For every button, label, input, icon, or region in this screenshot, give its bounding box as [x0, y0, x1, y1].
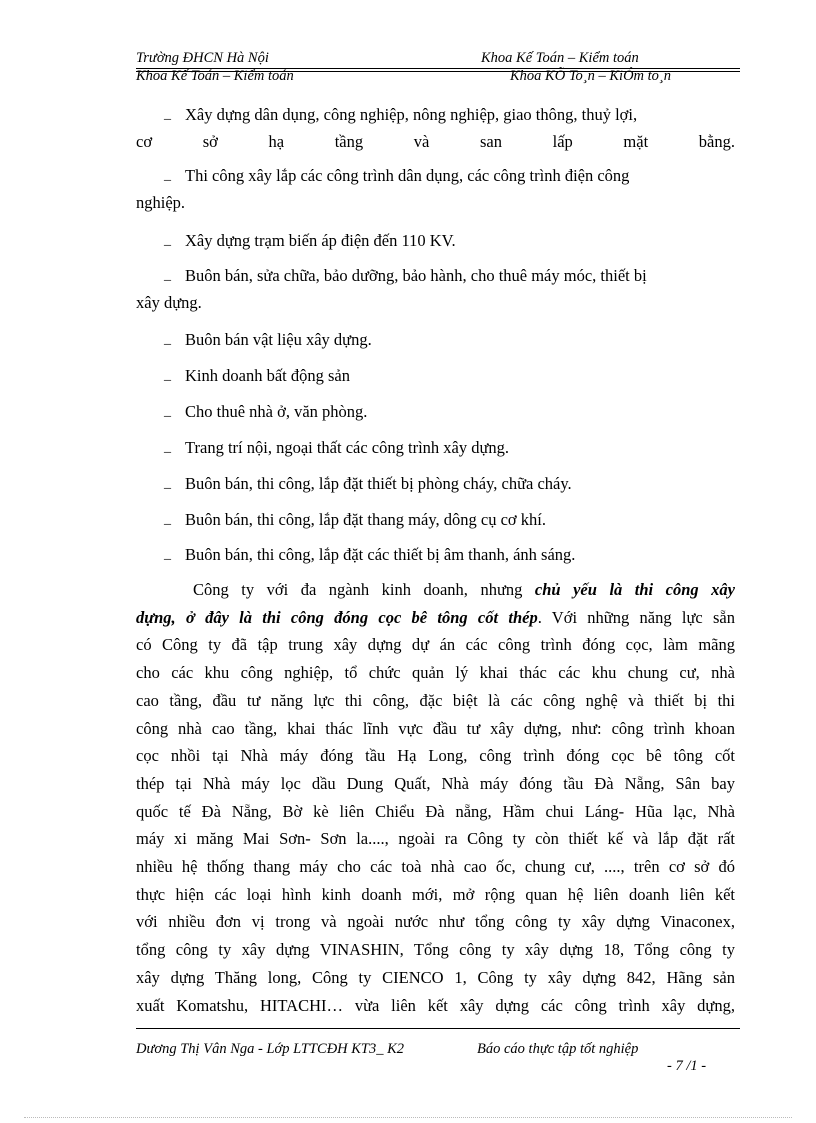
list-item-continuation: cơ sở hạ tầng và san lấp mặt bằng.	[136, 132, 735, 151]
emphasis-text: dựng, ở đây là thi công đóng cọc bê tông cốt thép	[136, 607, 538, 627]
header-faculty-left: Khoa Kế Toán – Kiểm toán	[136, 68, 294, 84]
bullet-marker: _	[164, 368, 171, 383]
list-item	[136, 227, 735, 254]
list-item	[136, 362, 735, 389]
list-item-text: Kinh doanh bất động sản	[185, 366, 350, 385]
bullet-marker: _	[164, 107, 171, 122]
list-item-text: Buôn bán, thi công, lắp đặt các thiết bị âm thanh, ánh sáng.	[185, 545, 576, 564]
list-item-continuation: xây dựng.	[136, 293, 202, 312]
paragraph-text: . Với những năng lực sẵn	[537, 607, 735, 627]
body-paragraph	[136, 576, 735, 1019]
paragraph-line: với nhiều đơn vị trong và ngoài nước như tổng công ty xây dựng Vinaconex,	[136, 912, 735, 932]
list-item	[136, 162, 735, 216]
paragraph-line: quốc tế Đà Nẵng, Bờ kè liên Chiểu Đà nẵng, Hầm chui Láng- Hũa lạc, Nhà	[136, 801, 735, 821]
paragraph-line: có Công ty đã tập trung xây dựng dự án các công trình đóng cọc, làm mãng	[136, 635, 735, 655]
footer-rule	[136, 1028, 740, 1029]
paragraph-text: Công ty với đa ngành kinh doanh, nhưng	[193, 580, 535, 599]
list-item	[136, 541, 735, 568]
list-item-text: Xây dựng dân dụng, công nghiệp, nông nghiệp, giao thông, thuỷ lợi,	[185, 105, 638, 124]
list-item-text: Buôn bán, thi công, lắp đặt thiết bị phòng cháy, chữa cháy.	[185, 474, 572, 493]
list-item-text: Cho thuê nhà ở, văn phòng.	[185, 402, 368, 421]
paragraph-line: xây dựng Thăng long, Công ty CIENCO 1, Công ty xây dựng 842, Hãng sản	[136, 967, 735, 987]
paragraph-line: cao tầng, đầu tư năng lực thi công, đặc biệt là các công nghệ và thiết bị thi	[136, 690, 735, 710]
bullet-marker: _	[164, 268, 171, 283]
list-item-continuation: nghiệp.	[136, 193, 186, 212]
footer-author: Dương Thị Vân Nga - Lớp LTTCĐH KT3_ K2	[136, 1041, 405, 1057]
paragraph-line: nhiều hệ thống thang máy cho các toà nhà cao ốc, chung cư, ...., trên cơ sở đó	[136, 857, 735, 877]
paragraph-line: tổng công ty xây dựng VINASHIN, Tổng công ty xây dựng 18, Tổng công ty	[136, 940, 735, 960]
list-item	[136, 506, 735, 533]
list-item-text: Xây dựng trạm biến áp điện đến 110 KV.	[185, 231, 456, 250]
list-item-text: Buôn bán vật liệu xây dựng.	[185, 330, 372, 349]
bullet-marker: _	[164, 233, 171, 248]
list-item	[136, 434, 735, 461]
bullet-marker: _	[164, 332, 171, 347]
list-item	[136, 398, 735, 425]
page-number: - 7 /1 -	[667, 1058, 707, 1074]
paragraph-line: thực hiện các loại hình kinh doanh mới, mở rộng quan hệ liên doanh liên kết	[136, 884, 735, 904]
page-edge-divider	[24, 1117, 792, 1118]
bullet-marker: _	[164, 440, 171, 455]
paragraph-line: thép tại Nhà máy lọc dầu Dung Quất, Nhà máy đóng tầu Đà Nẵng, Sân bay	[136, 773, 735, 793]
bullet-marker: _	[164, 168, 171, 183]
header-faculty-garbled: Khoa KÕ To¸n – KiÓm to¸n	[510, 68, 672, 84]
paragraph-line: cho các khu công nghiệp, tổ chức quản lý khai thác các khu chung cư, nhà	[136, 663, 735, 683]
bullet-marker: _	[164, 547, 171, 562]
paragraph-line: máy xi măng Mai Sơn- Sơn la...., ngoài ra Công ty còn thiết kế và lắp đặt rất	[136, 829, 735, 849]
footer-report-title: Báo cáo thực tập tốt nghiệp	[477, 1041, 639, 1057]
paragraph-line: cọc nhồi tại Nhà máy đóng tầu Hạ Long, công trình đóng cọc bê tông cốt	[136, 746, 735, 766]
list-item	[136, 262, 735, 316]
emphasis-text: chủ yếu là thi công xây	[534, 580, 735, 599]
paragraph-line	[136, 604, 735, 632]
paragraph-line	[136, 576, 735, 604]
paragraph-line: công nhà cao tầng, khai thác lĩnh vực đầu tư xây dựng, như: công trình khoan	[136, 718, 735, 738]
list-item	[136, 470, 735, 497]
header-faculty: Khoa Kế Toán – Kiểm toán	[481, 50, 639, 66]
list-item	[136, 101, 735, 155]
bullet-marker: _	[164, 512, 171, 527]
list-item-text: Thi công xây lắp các công trình dân dụng, các công trình điện công	[185, 166, 630, 185]
list-item-text: Buôn bán, thi công, lắp đặt thang máy, dông cụ cơ khí.	[185, 510, 546, 529]
list-item-text: Trang trí nội, ngoại thất các công trình xây dựng.	[185, 438, 510, 457]
list-item	[136, 326, 735, 353]
bullet-marker: _	[164, 404, 171, 419]
bullet-marker: _	[164, 476, 171, 491]
paragraph-line: xuất Komatshu, HITACHI… vừa liên kết xây dựng các công trình xây dựng,	[136, 995, 735, 1015]
list-item-text: Buôn bán, sửa chữa, bảo dưỡng, bảo hành, cho thuê máy móc, thiết bị	[185, 266, 647, 285]
header-school: Trường ĐHCN Hà Nội	[136, 50, 269, 66]
